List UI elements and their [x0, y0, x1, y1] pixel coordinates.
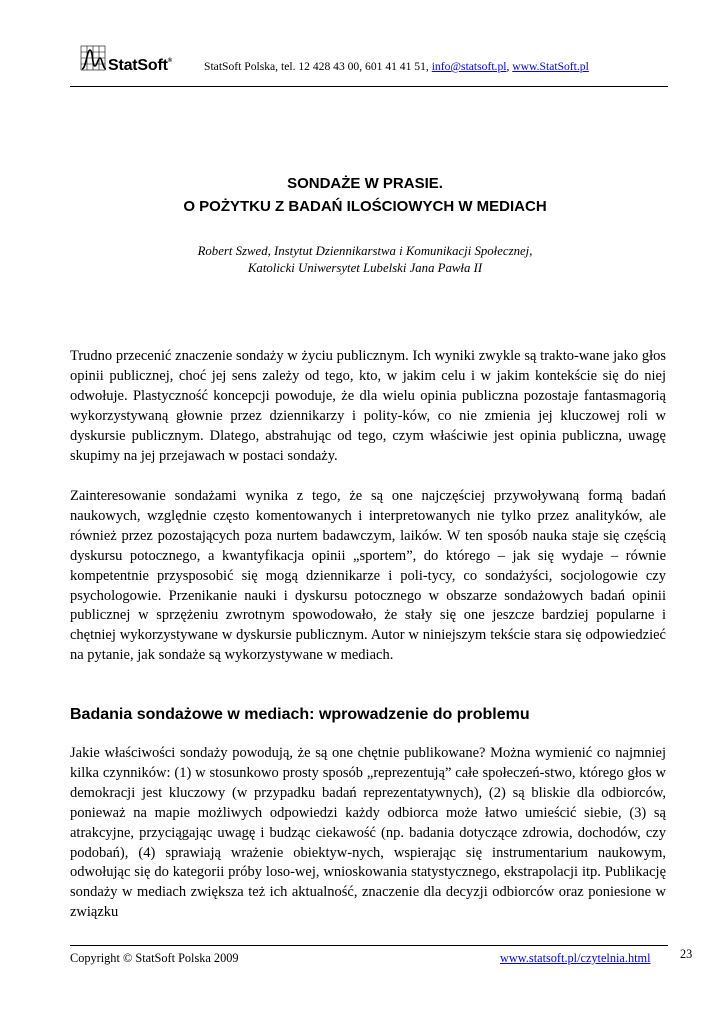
- footer-divider: [70, 945, 668, 946]
- author-line-2: Katolicki Uniwersytet Lubelski Jana Pawła II: [247, 261, 483, 275]
- statsoft-logo: [80, 44, 200, 76]
- section-heading: Badania sondażowe w mediach: wprowadzenie do problemu: [70, 706, 530, 723]
- title-line-2: O POŻYTKU Z BADAŃ ILOŚCIOWYCH W MEDIACH: [183, 198, 547, 215]
- paragraph-2: Zainteresowanie sondażami wynika z tego, że są one najczęściej przywoływaną formą badań naukowych, względnie często komentowanych i interpretowanych nie tylko przez analityków, ale również przez pozostających poza nurtem badawczym, laików. W ten sposób nauka staje się częścią dyskursu potocznego, a kwantyfikacja opinii „sportem”, do którego – jak się wydaje – równie kompetentnie przysposobić się mogą dziennikarze i poli-tycy, co sondażyści, socjologowie czy psychologowie. Przenikanie nauki i dyskursu potocznego w obszarze sondażowych badań opinii publicznej w sprzężeniu zwrotnym spowodowało, że stały się one jeszcze bardziej popularne i chętniej wykorzystywane w dyskursie publicznym. Autor w niniejszym tekście stara się odpowiedzieć na pytanie, jak sondaże są wykorzystywane w mediach.: [70, 488, 666, 664]
- separator: ,: [506, 60, 513, 73]
- logo-text: StatSoft®: [108, 57, 172, 74]
- title-line-1: SONDAŻE W PRASIE.: [287, 175, 443, 192]
- website-link[interactable]: www.StatSoft.pl: [512, 60, 589, 73]
- paragraph-3: Jakie właściwości sondaży powodują, że są one chętnie publikowane? Można wymienić co najmniej kilka czynników: (1) w stosunkowo prosty sposób „reprezentują” całe społeczeń-stwo, którego głos w demokracji jest kluczowy (w przypadku badań reprezentatywnych), (2) są bliskie dla odbiorców, ponieważ na mapie możliwych odpowiedzi każdy odbiorca może łatwo umieścić siebie, (3) są atrakcyjne, przyciągając uwagę i budząc ciekawość (np. badania dotyczące zdrowia, dochodów, czy podobań), (4) sprawiają wrażenie obiektyw-nych, wspierając się instrumentarium naukowym, odwołując się do kategorii próby loso-wej, wnioskowania statystycznego, ekstrapolacji itp. Publikację sondaży w mediach zwiększa też ich aktualność, znaczenie dla decyzji odbiorców oraz poniesione w związku: [70, 745, 666, 921]
- page-number: 23: [680, 947, 693, 961]
- footer-copyright: Copyright © StatSoft Polska 2009: [70, 951, 239, 965]
- contact-text: StatSoft Polska, tel. 12 428 43 00, 601 41 41 51,: [204, 60, 432, 73]
- page-header: [70, 44, 668, 87]
- author-line-1: Robert Szwed, Instytut Dziennikarstwa i Komunikacji Społecznej,: [197, 244, 533, 258]
- paragraph-1: Trudno przecenić znaczenie sondaży w życiu publicznym. Ich wyniki zwykle są trakto-wane jako głos opinii publicznej, choć jej sens zależy od tego, kto, w jakim celu i w jakim kontekście się do niej odwołuje. Plastyczność koncepcji powoduje, że dla wielu opinia publiczna pozostaje fantasmagorią wykorzystywaną głownie przez dziennikarzy i polity-ków, co nie zmienia jej kluczowej roli w dyskursie publicznym. Dlatego, abstrahując od tego, czym właściwie jest opinia publiczna, uwagę skupimy na jej przejawach w postaci sondaży.: [70, 348, 666, 464]
- email-link[interactable]: info@statsoft.pl: [431, 60, 507, 73]
- statsoft-chart-icon: [80, 44, 108, 74]
- contact-info: [204, 60, 589, 73]
- footer-link[interactable]: www.statsoft.pl/czytelnia.html: [500, 951, 651, 965]
